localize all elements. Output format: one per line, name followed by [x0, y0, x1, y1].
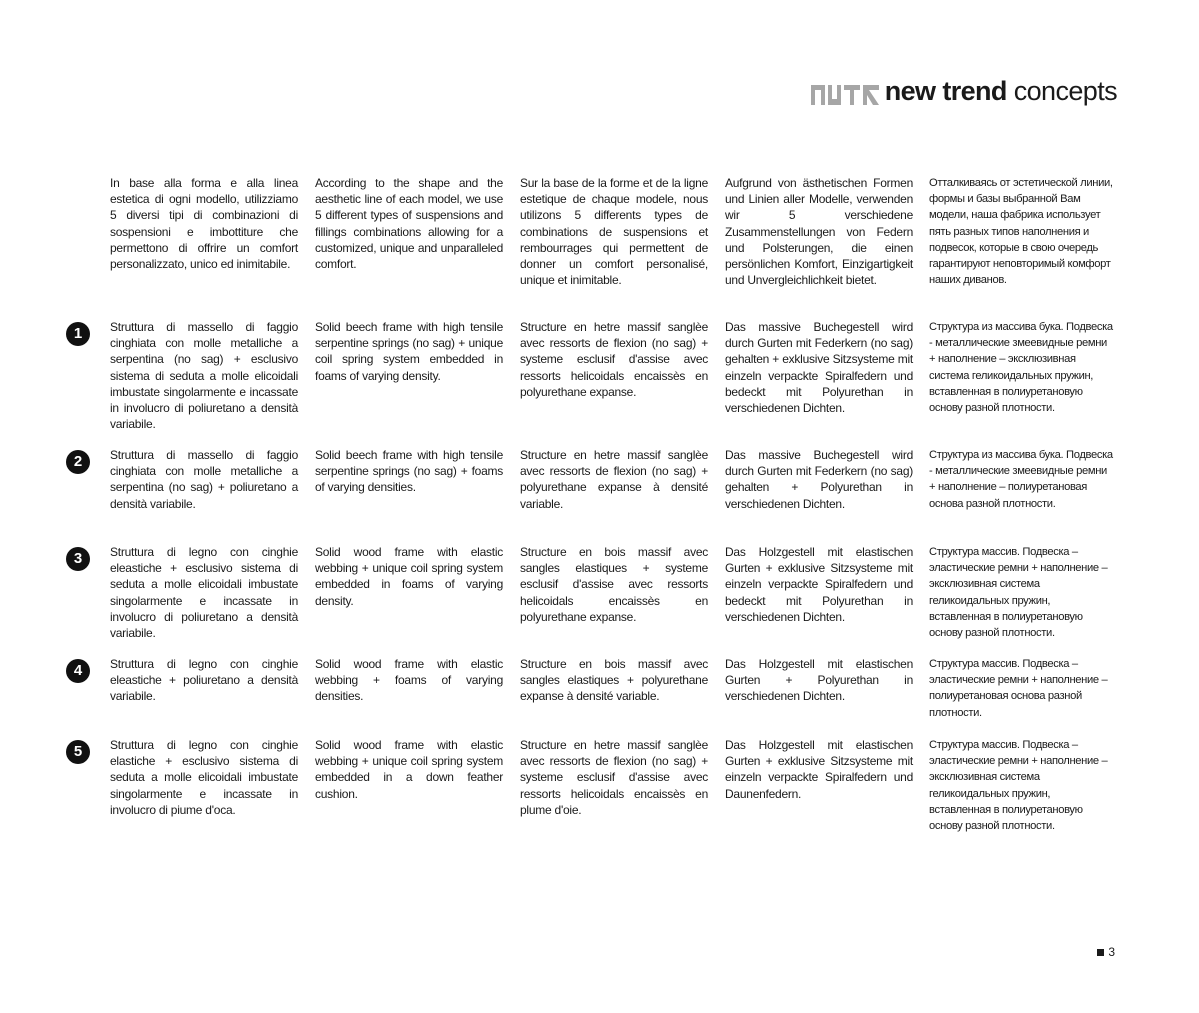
row-text-en: Solid beech frame with high tensile serpentine springs (no sag) + unique coil spring system embedded in foams of varying density. — [315, 320, 503, 383]
brand-logo — [811, 78, 1117, 105]
row-text-en: Solid wood frame with elastic webbing + unique coil spring system embedded in foams of varying density. — [315, 545, 503, 608]
brand-mark-icon — [811, 79, 879, 105]
page-number-label: 3 — [1108, 945, 1115, 959]
page-number — [1097, 945, 1115, 959]
brand-name-light: concepts — [1006, 76, 1117, 106]
row-text-ru: Структура массив. Подвеска – эластические ремни + наполнение – эксклюзивная система геликоидальных пружин, вставленная в полиуретановую основу разной плотности. — [929, 739, 1108, 833]
number-badge: 3 — [66, 547, 90, 571]
number-badge: 5 — [66, 740, 90, 764]
row-text-ru: Структура из массива бука. Подвеска - металлические змеевидные ремни + наполнение – полиуретановая основа разной плотности. — [929, 449, 1113, 510]
row-text-fr: Structure en hetre massif sanglèe avec ressorts de flexion (no sag) + systeme esclusif d'assise avec ressorts helicoidals encaissès en polyurethane expanse. — [520, 320, 708, 399]
number-badge: 2 — [66, 450, 90, 474]
intro-text-ru: Отталкиваясь от эстетической линии, формы и базы выбранной Вам модели, наша фабрика использует пять разных типов наполнения и подвесок, которые в свою очередь гарантируют неповторимый комфорт наших диванов. — [929, 177, 1113, 287]
row-text-it: Struttura di legno con cinghie elastiche + esclusivo sistema di seduta a molle elicoidali imbustate singolarmente e incassate in involucro di piume d'oca. — [110, 738, 298, 817]
number-badge: 1 — [66, 322, 90, 346]
brand-name-bold: new trend — [884, 76, 1007, 106]
row-text-de: Das massive Buchegestell wird durch Gurten mit Federkern (no sag) gehalten + exklusive Sitzsysteme mit einzeln verpackte Spiralfedern und bedeckt mit Polyurethan in verschiedenen Dichten. — [725, 320, 913, 416]
row-text-en: Solid wood frame with elastic webbing + foams of varying densities. — [315, 657, 503, 704]
intro-text-de: Aufgrund von ästhetischen Formen und Linien aller Modelle, verwenden wir 5 verschiedene Zusammenstellungen von Federn und Polsterungen, die einen persönlichen Komfort, Einzigartigkeit und Unvergleichlichkeit bietet. — [725, 176, 913, 288]
row-text-ru: Структура массив. Подвеска – эластические ремни + наполнение – эксклюзивная система геликоидальных пружин, вставленная в полиуретановую основу разной плотности. — [929, 546, 1108, 640]
row-text-en: Solid beech frame with high tensile serpentine springs (no sag) + foams of varying densities. — [315, 448, 503, 495]
row-text-fr: Structure en hetre massif sanglèe avec ressorts de flexion (no sag) + polyurethane expanse à densité variable. — [520, 448, 708, 511]
row-text-fr: Structure en bois massif avec sangles elastiques + systeme esclusif d'assise avec ressorts helicoidals encaissès en polyurethane expanse. — [520, 545, 708, 624]
number-badge: 4 — [66, 659, 90, 683]
row-text-ru: Структура из массива бука. Подвеска - металлические змеевидные ремни + наполнение – эксклюзивная система геликоидальных пружин, вставленная в полиуретановую основу разной плотности. — [929, 321, 1113, 415]
row-text-de: Das Holzgestell mit elastischen Gurten + exklusive Sitzsysteme mit einzeln verpackte Spiralfedern und Daunenfedern. — [725, 738, 913, 801]
row-text-it: Struttura di massello di faggio cinghiata con molle metalliche a serpentina (no sag) + esclusivo sistema di seduta a molle elicoidali imbustate singolarmente e incassate in involucro di poliuretano a densità variabile. — [110, 320, 298, 432]
square-bullet-icon — [1097, 949, 1104, 956]
brand-name — [885, 78, 1117, 105]
row-text-fr: Structure en bois massif avec sangles elastiques + polyurethane expanse à densité variable. — [520, 657, 708, 704]
row-text-de: Das massive Buchegestell wird durch Gurten mit Federkern (no sag) gehalten + Polyurethan in verschiedenen Dichten. — [725, 448, 913, 511]
row-text-de: Das Holzgestell mit elastischen Gurten + exklusive Sitzsysteme mit einzeln verpackte Spiralfedern und bedeckt mit Polyurethan in verschiedenen Dichten. — [725, 545, 913, 624]
row-text-it: Struttura di legno con cinghie eleastiche + poliuretano a densità variabile. — [110, 657, 298, 704]
intro-text-it: In base alla forma e alla linea estetica di ogni modello, utilizziamo 5 diversi tipi di combinazioni di sospensioni e imbottiture che permettono di offrire un comfort personalizzato, unico ed inimitabile. — [110, 176, 298, 272]
intro-text-fr: Sur la base de la forme et de la ligne estetique de chaque modele, nous utilizons 5 differents types de combinations de suspensions et rembourrages qui permettent de donner un comfort personalisé, unique et inimitable. — [520, 176, 708, 288]
row-text-it: Struttura di legno con cinghie eleastiche + esclusivo sistema di seduta a molle elicoidali imbustate singolarmente e incassate in involucro di poliuretano a densità variabile. — [110, 545, 298, 641]
row-text-de: Das Holzgestell mit elastischen Gurten + Polyurethan in verschiedenen Dichten. — [725, 657, 913, 704]
row-text-fr: Structure en hetre massif sanglèe avec ressorts de flexion (no sag) + systeme esclusif d'assise avec ressorts helicoidals encaissès en plume d'oie. — [520, 738, 708, 817]
row-text-en: Solid wood frame with elastic webbing + unique coil spring system embedded in a down feather cushion. — [315, 738, 503, 801]
row-text-ru: Структура массив. Подвеска – эластические ремни + наполнение – полиуретановая основа разной плотности. — [929, 658, 1108, 719]
intro-text-en: According to the shape and the aesthetic line of each model, we use 5 different types of suspensions and fillings combinations allowing for a customized, unique and unparalleled comfort. — [315, 176, 503, 272]
row-text-it: Struttura di massello di faggio cinghiata con molle metalliche a serpentina (no sag) + poliuretano a densità variabile. — [110, 448, 298, 511]
